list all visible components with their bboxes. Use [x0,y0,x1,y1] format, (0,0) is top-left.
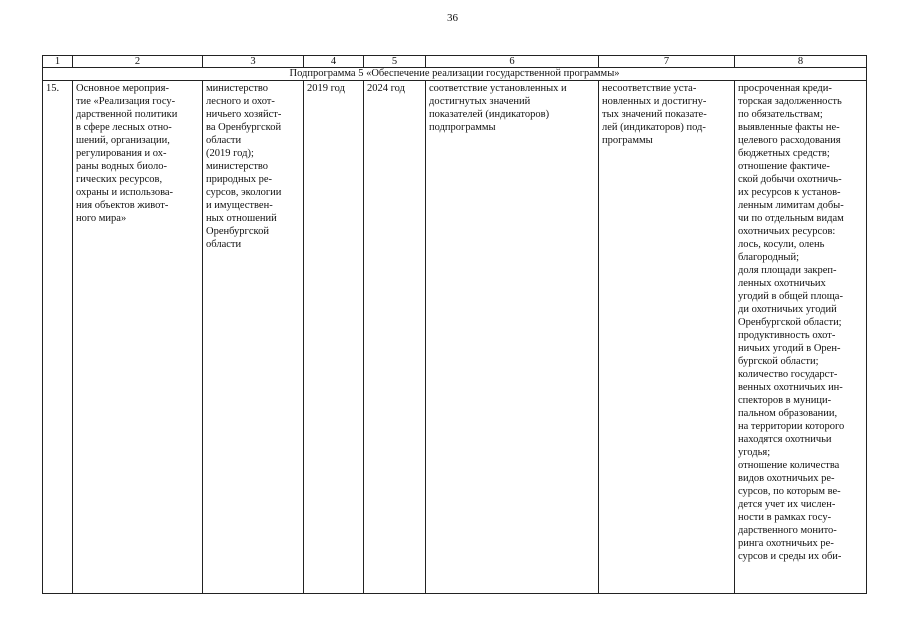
expected-result-cell: соответствие установленных и достигнутых значений показателей (индикаторов) подпрограммы [426,81,599,594]
column-number: 5 [364,56,426,68]
column-number: 3 [203,56,304,68]
column-number: 1 [43,56,73,68]
column-number: 4 [304,56,364,68]
program-table [42,55,867,594]
column-number: 2 [73,56,203,68]
subprogram-row [43,68,867,81]
indicators-cell: просроченная креди- торская задолженность по обязательствам; выявленные факты не- целевого расходования бюджетных средств; отношение фактиче- ской добычи охотничь- их ресурсов к установ- ленным лимитам добы- чи по отдельным видам охотничьих ресурсов: лось, косули, олень благородный; доля площади закреп- ленных охотничьих угодий в общей площа- ди охотничьих угодий Оренбургской области; продуктивность охот- ничьих угодий в Орен- бургской области; количество государст- венных охотничьих ин- спекторов в муници- пальном образовании, на территории которого находятся охотничьи угодья; отношение количества видов охотничьих ре- сурсов, по которым ве- дется учет их числен- ности в рамках госу- дарственного монито- ринга охотничьих ре- сурсов и среды их оби- [735,81,867,594]
executor-cell: министерство лесного и охот- ничьего хозяйст- ва Оренбургской области (2019 год); министерство природных ре- сурсов, экологии и имуществен- ных отношений Оренбургской области [203,81,304,594]
column-number-row [43,56,867,68]
row-number-cell: 15. [43,81,73,594]
start-year-cell: 2019 год [304,81,364,594]
end-year-cell: 2024 год [364,81,426,594]
event-cell: Основное мероприя- тие «Реализация госу- дарственной политики в сфере лесных отно- шений, организации, регулирования и ох- раны водных биоло- гических ресурсов, охраны и использова- ния объектов живот- ного мира» [73,81,203,594]
column-number: 7 [599,56,735,68]
page-number: 36 [447,12,458,24]
consequences-cell: несоответствие уста- новленных и достигну- тых значений показате- лей (индикаторов) под- программы [599,81,735,594]
subprogram-title: Подпрограмма 5 «Обеспечение реализации государственной программы» [43,68,867,81]
column-number: 6 [426,56,599,68]
column-number: 8 [735,56,867,68]
table-row [43,81,867,594]
